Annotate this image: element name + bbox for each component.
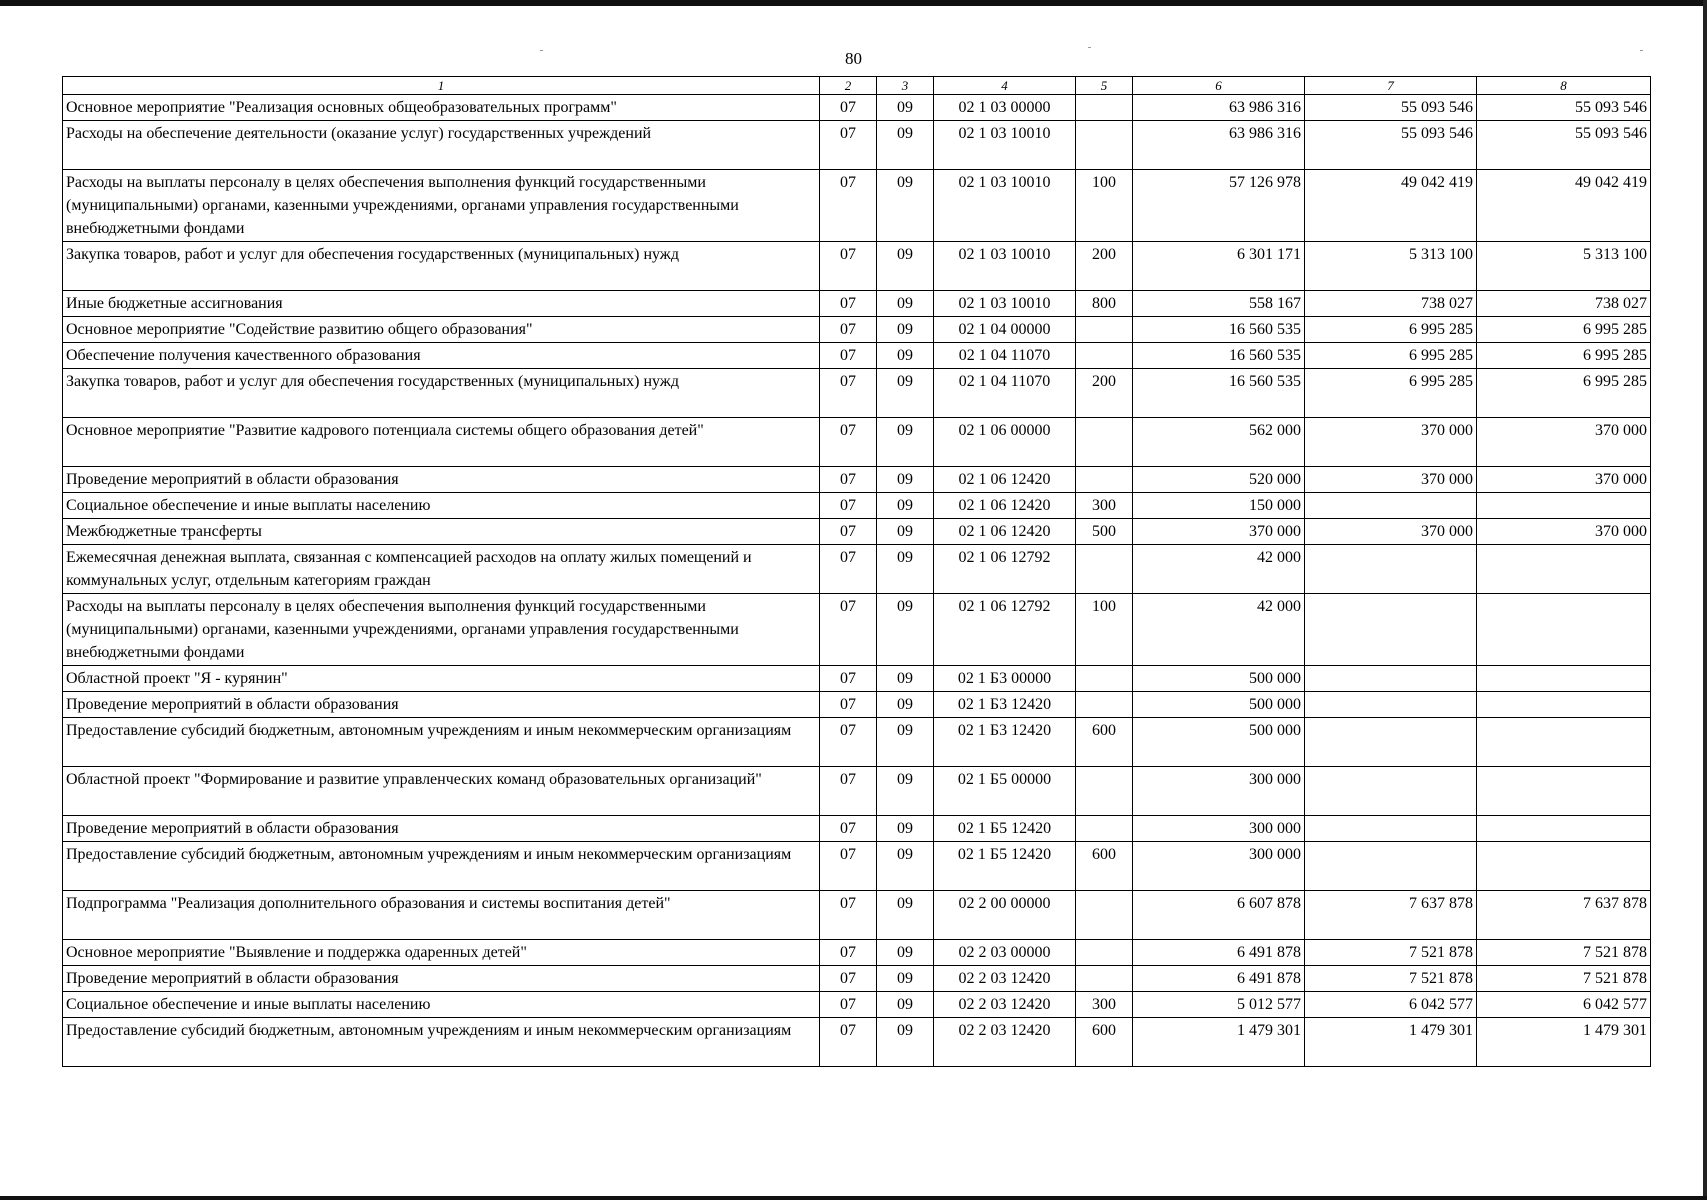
row-name-cell: Социальное обеспечение и иные выплаты населению (63, 992, 820, 1018)
row-expense-type-cell: 100 (1076, 594, 1133, 666)
row-target-article-cell: 02 1 03 10010 (934, 170, 1076, 242)
table-row (63, 992, 1651, 1018)
row-amount-col7-cell: 7 521 878 (1305, 940, 1477, 966)
row-amount-col7-cell: 49 042 419 (1305, 170, 1477, 242)
table-row (63, 666, 1651, 692)
row-section-cell: 07 (820, 121, 877, 170)
row-expense-type-cell (1076, 545, 1133, 594)
header-cell: 4 (934, 77, 1076, 95)
row-expense-type-cell: 100 (1076, 170, 1133, 242)
row-name-cell: Межбюджетные трансферты (63, 519, 820, 545)
header-cell: 6 (1133, 77, 1305, 95)
row-target-article-cell: 02 1 06 12792 (934, 594, 1076, 666)
row-subsection-cell: 09 (877, 992, 934, 1018)
row-amount-col8-cell: 738 027 (1477, 291, 1651, 317)
row-amount-col6-cell: 562 000 (1133, 418, 1305, 467)
row-amount-col6-cell: 42 000 (1133, 594, 1305, 666)
row-amount-col8-cell (1477, 666, 1651, 692)
row-amount-col7-cell (1305, 842, 1477, 891)
row-target-article-cell: 02 1 06 12420 (934, 519, 1076, 545)
row-section-cell: 07 (820, 291, 877, 317)
row-name-cell: Областной проект "Я - курянин" (63, 666, 820, 692)
row-target-article-cell: 02 1 03 10010 (934, 242, 1076, 291)
row-name-cell: Предоставление субсидий бюджетным, автономным учреждениям и иным некоммерческим организациям (63, 842, 820, 891)
row-amount-col6-cell: 150 000 (1133, 493, 1305, 519)
row-target-article-cell: 02 1 Б5 12420 (934, 816, 1076, 842)
row-amount-col7-cell: 6 995 285 (1305, 369, 1477, 418)
row-amount-col6-cell: 520 000 (1133, 467, 1305, 493)
table-row (63, 317, 1651, 343)
row-section-cell: 07 (820, 493, 877, 519)
row-name-cell: Закупка товаров, работ и услуг для обеспечения государственных (муниципальных) нужд (63, 242, 820, 291)
table-row (63, 545, 1651, 594)
row-subsection-cell: 09 (877, 121, 934, 170)
row-subsection-cell: 09 (877, 343, 934, 369)
row-amount-col7-cell (1305, 545, 1477, 594)
row-name-cell: Расходы на обеспечение деятельности (оказание услуг) государственных учреждений (63, 121, 820, 170)
page-number: 80 (845, 49, 862, 68)
row-target-article-cell: 02 2 03 12420 (934, 966, 1076, 992)
row-subsection-cell: 09 (877, 842, 934, 891)
row-expense-type-cell (1076, 940, 1133, 966)
row-amount-col6-cell: 16 560 535 (1133, 369, 1305, 418)
row-subsection-cell: 09 (877, 692, 934, 718)
row-section-cell: 07 (820, 767, 877, 816)
row-section-cell: 07 (820, 816, 877, 842)
row-name-cell: Закупка товаров, работ и услуг для обеспечения государственных (муниципальных) нужд (63, 369, 820, 418)
row-amount-col8-cell: 6 995 285 (1477, 369, 1651, 418)
row-target-article-cell: 02 1 04 11070 (934, 369, 1076, 418)
row-section-cell: 07 (820, 242, 877, 291)
row-amount-col7-cell: 1 479 301 (1305, 1018, 1477, 1067)
row-expense-type-cell: 600 (1076, 842, 1133, 891)
row-subsection-cell: 09 (877, 816, 934, 842)
row-amount-col6-cell: 500 000 (1133, 666, 1305, 692)
row-amount-col6-cell: 300 000 (1133, 767, 1305, 816)
row-amount-col8-cell: 6 995 285 (1477, 317, 1651, 343)
row-amount-col6-cell: 6 491 878 (1133, 966, 1305, 992)
row-section-cell: 07 (820, 992, 877, 1018)
row-section-cell: 07 (820, 369, 877, 418)
table-row (63, 242, 1651, 291)
row-amount-col7-cell: 6 995 285 (1305, 343, 1477, 369)
row-amount-col6-cell: 16 560 535 (1133, 317, 1305, 343)
row-expense-type-cell (1076, 317, 1133, 343)
row-target-article-cell: 02 1 06 12420 (934, 493, 1076, 519)
row-amount-col7-cell: 6 995 285 (1305, 317, 1477, 343)
row-amount-col6-cell: 500 000 (1133, 692, 1305, 718)
row-name-cell: Проведение мероприятий в области образования (63, 966, 820, 992)
row-amount-col8-cell (1477, 545, 1651, 594)
row-amount-col7-cell: 370 000 (1305, 467, 1477, 493)
row-section-cell: 07 (820, 418, 877, 467)
row-amount-col6-cell: 1 479 301 (1133, 1018, 1305, 1067)
row-expense-type-cell (1076, 891, 1133, 940)
header-cell: 8 (1477, 77, 1651, 95)
row-section-cell: 07 (820, 95, 877, 121)
row-subsection-cell: 09 (877, 666, 934, 692)
budget-table (62, 76, 1651, 1067)
row-name-cell: Предоставление субсидий бюджетным, автономным учреждениям и иным некоммерческим организациям (63, 1018, 820, 1067)
row-amount-col6-cell: 5 012 577 (1133, 992, 1305, 1018)
row-subsection-cell: 09 (877, 966, 934, 992)
row-section-cell: 07 (820, 519, 877, 545)
row-name-cell: Обеспечение получения качественного образования (63, 343, 820, 369)
row-amount-col8-cell: 370 000 (1477, 418, 1651, 467)
row-section-cell: 07 (820, 317, 877, 343)
row-amount-col8-cell (1477, 493, 1651, 519)
row-amount-col8-cell (1477, 718, 1651, 767)
row-expense-type-cell (1076, 666, 1133, 692)
row-amount-col8-cell (1477, 816, 1651, 842)
row-target-article-cell: 02 1 Б5 12420 (934, 842, 1076, 891)
table-row (63, 816, 1651, 842)
table-row (63, 594, 1651, 666)
row-amount-col8-cell (1477, 842, 1651, 891)
row-amount-col8-cell: 370 000 (1477, 467, 1651, 493)
row-target-article-cell: 02 1 04 11070 (934, 343, 1076, 369)
row-amount-col6-cell: 6 491 878 (1133, 940, 1305, 966)
row-expense-type-cell (1076, 95, 1133, 121)
row-target-article-cell: 02 2 00 00000 (934, 891, 1076, 940)
header-cell: 2 (820, 77, 877, 95)
row-name-cell: Расходы на выплаты персоналу в целях обеспечения выполнения функций государственными (муниципальными) органами, казенными учреждениями, органами управления государственными внебюджетными фондами (63, 594, 820, 666)
row-amount-col7-cell (1305, 666, 1477, 692)
row-amount-col8-cell: 55 093 546 (1477, 121, 1651, 170)
row-name-cell: Областной проект "Формирование и развитие управленческих команд образовательных организаций" (63, 767, 820, 816)
row-name-cell: Основное мероприятие "Развитие кадрового потенциала системы общего образования детей" (63, 418, 820, 467)
row-target-article-cell: 02 1 06 00000 (934, 418, 1076, 467)
row-subsection-cell: 09 (877, 767, 934, 816)
row-section-cell: 07 (820, 343, 877, 369)
row-amount-col7-cell: 55 093 546 (1305, 121, 1477, 170)
row-target-article-cell: 02 2 03 00000 (934, 940, 1076, 966)
header-cell: 7 (1305, 77, 1477, 95)
row-section-cell: 07 (820, 718, 877, 767)
row-subsection-cell: 09 (877, 170, 934, 242)
row-expense-type-cell (1076, 767, 1133, 816)
row-amount-col7-cell (1305, 493, 1477, 519)
row-target-article-cell: 02 1 03 10010 (934, 121, 1076, 170)
row-amount-col7-cell (1305, 767, 1477, 816)
row-amount-col7-cell (1305, 816, 1477, 842)
row-name-cell: Основное мероприятие "Содействие развитию общего образования" (63, 317, 820, 343)
table-row (63, 1018, 1651, 1067)
table-header-row (63, 77, 1651, 95)
row-name-cell: Социальное обеспечение и иные выплаты населению (63, 493, 820, 519)
row-name-cell: Проведение мероприятий в области образования (63, 816, 820, 842)
row-amount-col8-cell: 49 042 419 (1477, 170, 1651, 242)
row-amount-col8-cell: 7 637 878 (1477, 891, 1651, 940)
row-amount-col6-cell: 57 126 978 (1133, 170, 1305, 242)
row-section-cell: 07 (820, 940, 877, 966)
row-name-cell: Основное мероприятие "Реализация основных общеобразовательных программ" (63, 95, 820, 121)
table-row (63, 467, 1651, 493)
table-row (63, 493, 1651, 519)
row-amount-col6-cell: 500 000 (1133, 718, 1305, 767)
row-amount-col6-cell: 42 000 (1133, 545, 1305, 594)
row-amount-col7-cell (1305, 594, 1477, 666)
row-subsection-cell: 09 (877, 291, 934, 317)
row-name-cell: Проведение мероприятий в области образования (63, 692, 820, 718)
row-amount-col7-cell (1305, 692, 1477, 718)
table-row (63, 966, 1651, 992)
row-target-article-cell: 02 1 06 12792 (934, 545, 1076, 594)
row-amount-col6-cell: 300 000 (1133, 816, 1305, 842)
table-row (63, 418, 1651, 467)
row-expense-type-cell (1076, 966, 1133, 992)
row-amount-col6-cell: 300 000 (1133, 842, 1305, 891)
row-expense-type-cell: 500 (1076, 519, 1133, 545)
row-section-cell: 07 (820, 692, 877, 718)
table-row (63, 95, 1651, 121)
row-name-cell: Предоставление субсидий бюджетным, автономным учреждениям и иным некоммерческим организациям (63, 718, 820, 767)
scan-right-edge (1703, 0, 1707, 1200)
table-row (63, 891, 1651, 940)
row-expense-type-cell: 600 (1076, 1018, 1133, 1067)
table-row (63, 121, 1651, 170)
row-subsection-cell: 09 (877, 718, 934, 767)
row-subsection-cell: 09 (877, 242, 934, 291)
row-name-cell: Подпрограмма "Реализация дополнительного образования и системы воспитания детей" (63, 891, 820, 940)
row-subsection-cell: 09 (877, 317, 934, 343)
row-name-cell: Расходы на выплаты персоналу в целях обеспечения выполнения функций государственными (муниципальными) органами, казенными учреждениями, органами управления государственными внебюджетными фондами (63, 170, 820, 242)
row-subsection-cell: 09 (877, 545, 934, 594)
row-section-cell: 07 (820, 842, 877, 891)
row-target-article-cell: 02 2 03 12420 (934, 992, 1076, 1018)
row-target-article-cell: 02 1 06 12420 (934, 467, 1076, 493)
scan-bottom-edge (0, 1196, 1707, 1200)
row-section-cell: 07 (820, 545, 877, 594)
table-row (63, 842, 1651, 891)
row-subsection-cell: 09 (877, 369, 934, 418)
row-amount-col8-cell: 370 000 (1477, 519, 1651, 545)
table-row (63, 343, 1651, 369)
row-amount-col8-cell (1477, 767, 1651, 816)
row-expense-type-cell: 200 (1076, 369, 1133, 418)
scan-top-edge (0, 0, 1707, 6)
table-row (63, 767, 1651, 816)
row-section-cell: 07 (820, 891, 877, 940)
row-expense-type-cell (1076, 121, 1133, 170)
row-expense-type-cell: 300 (1076, 493, 1133, 519)
row-expense-type-cell (1076, 418, 1133, 467)
row-amount-col7-cell: 7 637 878 (1305, 891, 1477, 940)
row-expense-type-cell: 600 (1076, 718, 1133, 767)
row-target-article-cell: 02 1 Б3 12420 (934, 718, 1076, 767)
row-amount-col8-cell: 1 479 301 (1477, 1018, 1651, 1067)
row-target-article-cell: 02 1 03 10010 (934, 291, 1076, 317)
row-expense-type-cell (1076, 343, 1133, 369)
row-target-article-cell: 02 1 Б3 12420 (934, 692, 1076, 718)
row-amount-col6-cell: 558 167 (1133, 291, 1305, 317)
row-target-article-cell: 02 1 03 00000 (934, 95, 1076, 121)
row-amount-col6-cell: 63 986 316 (1133, 121, 1305, 170)
row-subsection-cell: 09 (877, 594, 934, 666)
row-amount-col7-cell: 55 093 546 (1305, 95, 1477, 121)
table-row (63, 170, 1651, 242)
row-name-cell: Основное мероприятие "Выявление и поддержка одаренных детей" (63, 940, 820, 966)
row-amount-col8-cell (1477, 692, 1651, 718)
row-name-cell: Иные бюджетные ассигнования (63, 291, 820, 317)
row-subsection-cell: 09 (877, 519, 934, 545)
row-section-cell: 07 (820, 467, 877, 493)
row-amount-col8-cell: 7 521 878 (1477, 966, 1651, 992)
row-subsection-cell: 09 (877, 940, 934, 966)
table-row (63, 369, 1651, 418)
header-cell: 1 (63, 77, 820, 95)
row-amount-col7-cell: 5 313 100 (1305, 242, 1477, 291)
row-expense-type-cell: 800 (1076, 291, 1133, 317)
row-amount-col8-cell: 7 521 878 (1477, 940, 1651, 966)
row-amount-col7-cell: 370 000 (1305, 519, 1477, 545)
row-section-cell: 07 (820, 1018, 877, 1067)
row-name-cell: Ежемесячная денежная выплата, связанная с компенсацией расходов на оплату жилых помещений и коммунальных услуг, отдельным категориям граждан (63, 545, 820, 594)
row-subsection-cell: 09 (877, 891, 934, 940)
row-target-article-cell: 02 1 04 00000 (934, 317, 1076, 343)
row-amount-col8-cell: 55 093 546 (1477, 95, 1651, 121)
row-amount-col6-cell: 16 560 535 (1133, 343, 1305, 369)
row-section-cell: 07 (820, 170, 877, 242)
scan-speck (1640, 50, 1643, 51)
scan-speck (1088, 47, 1091, 48)
row-amount-col8-cell: 6 042 577 (1477, 992, 1651, 1018)
row-amount-col7-cell: 370 000 (1305, 418, 1477, 467)
row-amount-col8-cell: 6 995 285 (1477, 343, 1651, 369)
row-expense-type-cell (1076, 692, 1133, 718)
row-amount-col6-cell: 6 301 171 (1133, 242, 1305, 291)
row-subsection-cell: 09 (877, 1018, 934, 1067)
table-row (63, 291, 1651, 317)
row-section-cell: 07 (820, 594, 877, 666)
row-target-article-cell: 02 2 03 12420 (934, 1018, 1076, 1067)
row-expense-type-cell (1076, 467, 1133, 493)
table-row (63, 718, 1651, 767)
row-section-cell: 07 (820, 666, 877, 692)
row-expense-type-cell: 300 (1076, 992, 1133, 1018)
row-amount-col8-cell (1477, 594, 1651, 666)
row-name-cell: Проведение мероприятий в области образования (63, 467, 820, 493)
row-amount-col6-cell: 370 000 (1133, 519, 1305, 545)
row-amount-col6-cell: 63 986 316 (1133, 95, 1305, 121)
row-amount-col8-cell: 5 313 100 (1477, 242, 1651, 291)
table-row (63, 519, 1651, 545)
row-amount-col7-cell (1305, 718, 1477, 767)
row-section-cell: 07 (820, 966, 877, 992)
row-subsection-cell: 09 (877, 493, 934, 519)
row-subsection-cell: 09 (877, 418, 934, 467)
row-amount-col6-cell: 6 607 878 (1133, 891, 1305, 940)
row-subsection-cell: 09 (877, 95, 934, 121)
row-subsection-cell: 09 (877, 467, 934, 493)
row-target-article-cell: 02 1 Б3 00000 (934, 666, 1076, 692)
row-expense-type-cell: 200 (1076, 242, 1133, 291)
row-amount-col7-cell: 738 027 (1305, 291, 1477, 317)
header-cell: 3 (877, 77, 934, 95)
table-row (63, 940, 1651, 966)
row-amount-col7-cell: 7 521 878 (1305, 966, 1477, 992)
table-row (63, 692, 1651, 718)
scan-speck (540, 50, 543, 51)
header-cell: 5 (1076, 77, 1133, 95)
row-expense-type-cell (1076, 816, 1133, 842)
row-amount-col7-cell: 6 042 577 (1305, 992, 1477, 1018)
row-target-article-cell: 02 1 Б5 00000 (934, 767, 1076, 816)
